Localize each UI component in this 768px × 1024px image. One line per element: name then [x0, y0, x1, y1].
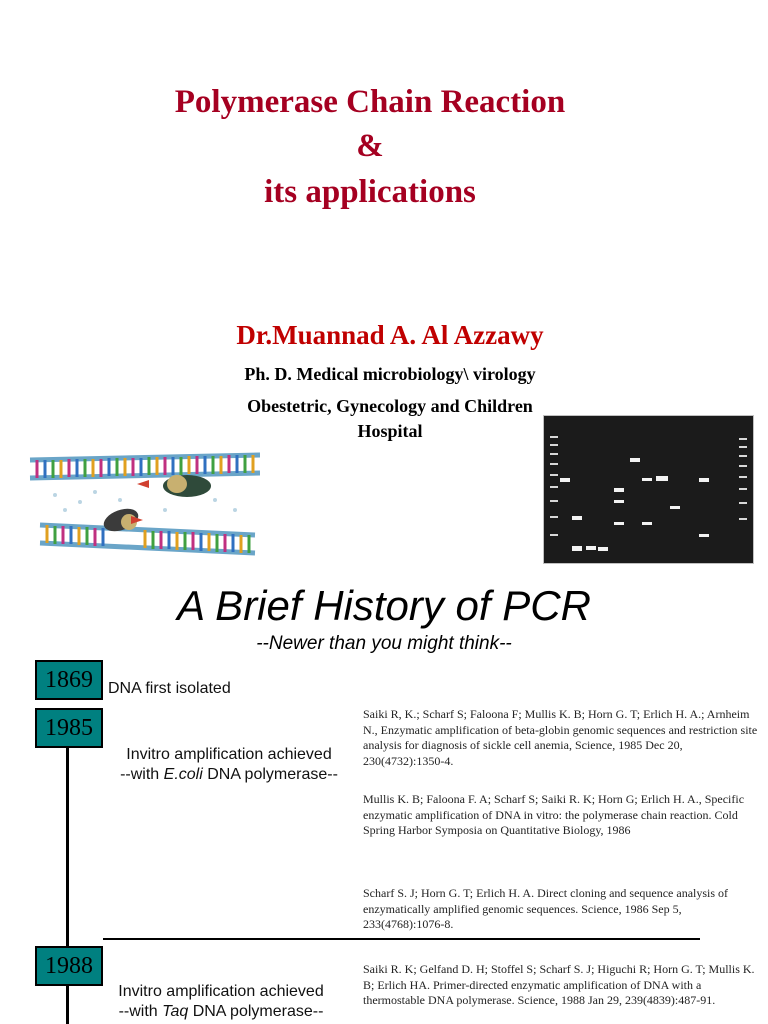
reference-saiki-1988: Saiki R. K; Gelfand D. H; Stoffel S; Scharf S. J; Higuchi R; Horn G. T; Mullis K. B; Erlich HA. Primer-directed enzymatic amplification of DNA with a thermostable DNA polymerase. Science, 1988 Jan 29, 239(4839):487-91.	[363, 962, 755, 1007]
free-nucleotides	[53, 490, 237, 512]
reference-saiki-1985: Saiki R, K.; Scharf S; Faloona F; Mullis K. B; Horn G. T; Erlich H. A.; Arnheim N., Enzymatic amplification of beta-globin genomic sequences and restriction site analysis for diagnosis of sickle cell anemia, Science, 1985 Dec 20, 230(4732):1350-4.	[363, 707, 758, 768]
reference-mullis-1986: Mullis K. B; Faloona F. A; Scharf S; Saiki R. K; Horn G; Erlich H. A., Specific enzymatic amplification of DNA in vitro: the polymerase chain reaction. Cold Spring Harbor Symposia on Quantitative Biology, 1986	[363, 792, 745, 837]
title-ampersand: &	[356, 128, 384, 164]
year-badge-1985: 1985	[35, 708, 103, 748]
author-name: Dr.Muannad A. Al Azzawy	[236, 320, 544, 350]
event-1988-line-1: Invitro amplification achieved	[118, 983, 324, 1000]
affiliation-line-1: Obestetric, Gynecology and Children	[247, 396, 533, 416]
affiliation-line-2: Hospital	[357, 421, 423, 441]
history-title: A Brief History of PCR	[177, 582, 591, 629]
year-badge-1869: 1869	[35, 660, 103, 700]
event-1988-suffix: DNA polymerase--	[188, 1003, 324, 1020]
dna-replication-illustration	[25, 440, 260, 565]
dna-strand-top	[30, 455, 260, 478]
event-1985-prefix: --with	[120, 766, 164, 783]
event-1985-line-2	[104, 765, 354, 785]
year-badge-1988: 1988	[35, 946, 103, 986]
event-1988-prefix: --with	[118, 1003, 163, 1020]
event-1985-suffix: DNA polymerase--	[202, 766, 338, 783]
title-line-3: its applications	[264, 174, 476, 210]
reference-scharf-1986: Scharf S. J; Horn G. T; Erlich H. A. Direct cloning and sequence analysis of enzymatically amplified genomic sequences. Science, 1986 Sep 5, 233(4768):1076-8.	[363, 886, 729, 931]
title-line-1: Polymerase Chain Reaction	[174, 84, 566, 120]
polymerase-enzyme-top	[137, 475, 211, 497]
event-1988-line-2	[96, 1002, 346, 1022]
history-subtitle: --Newer than you might think--	[256, 633, 512, 654]
timeline-divider	[103, 938, 700, 940]
event-1985-organism: E.coli	[163, 766, 203, 783]
author-degree: Ph. D. Medical microbiology\ virology	[244, 364, 536, 384]
event-1985	[104, 745, 354, 785]
gel-electrophoresis-image	[543, 415, 754, 564]
event-1985-line-1: Invitro amplification achieved	[126, 746, 332, 763]
event-1869: DNA first isolated	[108, 680, 231, 697]
event-1988	[96, 982, 346, 1022]
dna-strand-bottom	[40, 525, 255, 553]
event-1988-organism: Taq	[162, 1003, 189, 1020]
